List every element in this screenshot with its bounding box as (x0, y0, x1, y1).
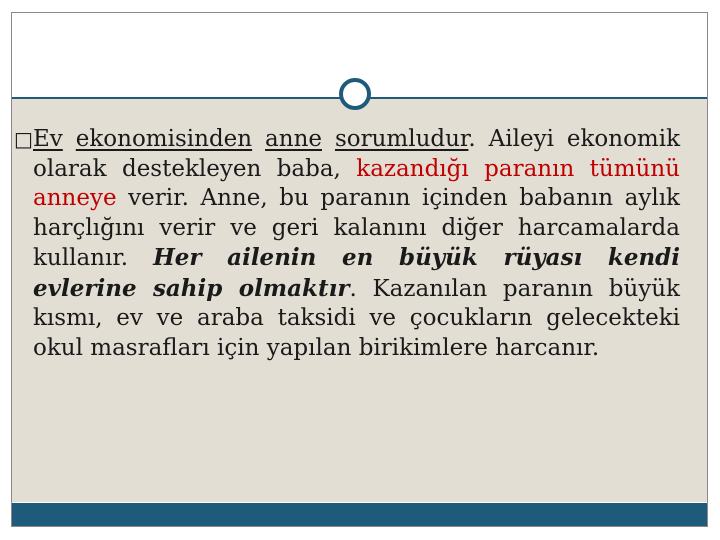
underlined-word-anne: anne (265, 126, 322, 152)
bullet-icon: □ (14, 127, 33, 151)
text-segment-1: . Aileyi ekonomik olarak destekleyen baba, (33, 126, 681, 182)
underlined-word-ev: Ev (33, 126, 63, 152)
circle-ornament-icon (339, 78, 371, 110)
emphasized-text: Her ailenin en büyük rüyası kendi evlerine sahip olmaktır (33, 244, 680, 302)
footer-bar (12, 503, 707, 526)
highlighted-text: kazandığı paranın tümünü anneye (33, 155, 680, 211)
text-segment-3: . Kazanılan paranın büyük kısmı, ev ve araba taksidi ve çocukların gelecekteki okul masrafları için yapılan birikimlere harcanır. (33, 275, 680, 361)
underlined-word-ekonomisinden: ekonomisinden (75, 126, 253, 152)
paragraph (14, 125, 681, 363)
text-segment-2: verir. Anne, bu paranın içinden babanın aylık harçlığını verir ve geri kalanını diğer harcamalarda kullanır. (33, 185, 680, 271)
underlined-word-sorumludur: sorumludur (334, 126, 469, 152)
